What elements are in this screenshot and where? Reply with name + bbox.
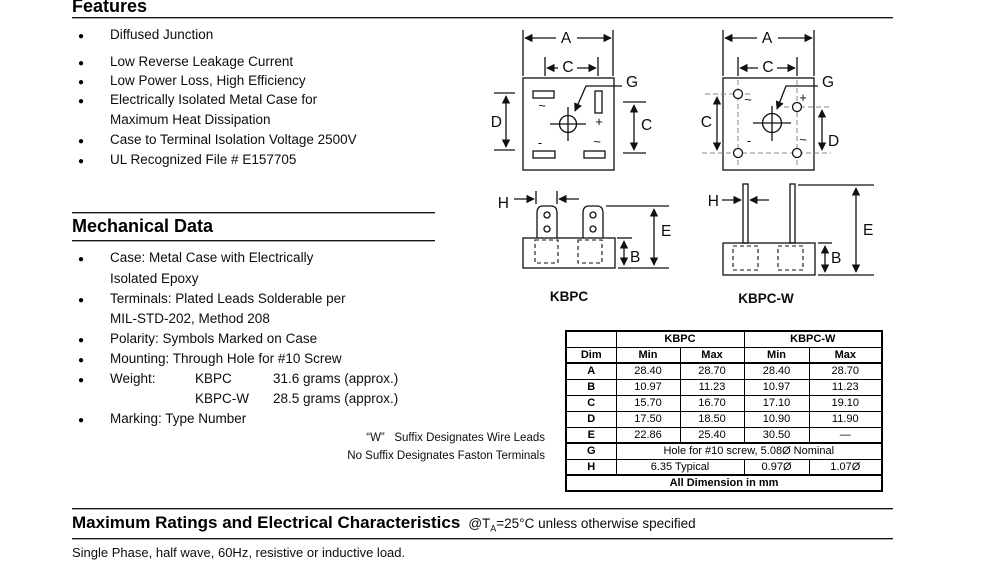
- dim-label-c: C: [562, 59, 574, 76]
- table-row-h: H 6.35 Typical 0.97Ø 1.07Ø: [566, 459, 882, 475]
- table-column-header-row: [566, 347, 882, 363]
- kbpcw-top-view: [702, 30, 831, 170]
- ratings-rule-bottom: [72, 538, 893, 540]
- feature-item: ● Electrically Isolated Metal Case for: [72, 92, 542, 108]
- table-row: A 28.40 28.70 28.40 28.70: [566, 363, 882, 379]
- dim-label-c: C: [762, 59, 774, 76]
- mechanical-rule-bottom: [72, 240, 435, 242]
- suffix-notes: [295, 430, 545, 465]
- bullet-icon: ●: [78, 355, 85, 366]
- mechanical-heading: Mechanical Data: [72, 216, 214, 236]
- table-footer-row: [566, 475, 882, 491]
- dim-label-g: G: [821, 74, 835, 91]
- kbpc-caption: KBPC: [549, 289, 589, 304]
- feature-item: ● Low Power Loss, High Efficiency: [72, 73, 542, 89]
- weight-variant: KBPC-W: [195, 391, 249, 406]
- bullet-icon: ●: [78, 136, 85, 147]
- plus-symbol: +: [799, 90, 807, 105]
- bullet-icon: ●: [78, 96, 85, 107]
- mechanical-item: ● Marking: Type Number: [72, 411, 542, 427]
- bullet-icon: ●: [78, 31, 85, 42]
- bullet-icon: ●: [78, 77, 85, 88]
- kbpc-top-view: [494, 30, 646, 170]
- weight-label: Weight:: [110, 371, 156, 386]
- ratings-subtitle: Single Phase, half wave, 60Hz, resistive or inductive load.: [72, 545, 406, 560]
- col-header-max: Max: [680, 347, 744, 363]
- col-header-min: Min: [616, 347, 680, 363]
- minus-symbol: -: [746, 133, 752, 148]
- dim-label-d: D: [828, 133, 840, 150]
- dim-label-d: D: [490, 114, 502, 131]
- table-footer: All Dimension in mm: [566, 475, 882, 491]
- weight-value: 31.6 grams (approx.): [273, 371, 399, 386]
- mechanical-item-continuation: Isolated Epoxy: [110, 271, 199, 286]
- feature-item: ● Diffused Junction: [72, 27, 542, 43]
- package-drawings: [470, 20, 900, 310]
- mechanical-item: ● Mounting: Through Hole for #10 Screw: [72, 351, 542, 367]
- ratings-condition: $@T_A=25^\circ C$ unless otherwise specified: [468, 516, 696, 534]
- dim-label-a: A: [560, 30, 572, 47]
- minus-symbol: -: [537, 135, 543, 150]
- kbpcw-side-view: [722, 184, 874, 275]
- dimension-table: [565, 330, 883, 492]
- dim-label-g: G: [625, 74, 639, 91]
- mechanical-item: ● Case: Metal Case with Electrically: [72, 250, 542, 266]
- mechanical-item: ● Terminals: Plated Leads Solderable per: [72, 291, 542, 307]
- feature-item-continuation: Maximum Heat Dissipation: [110, 112, 271, 127]
- mechanical-item-continuation: MIL-STD-202, Method 208: [110, 311, 270, 326]
- ratings-heading-line: [72, 513, 696, 534]
- bullet-icon: ●: [78, 335, 85, 346]
- table-row: B 10.97 11.23 10.97 11.23: [566, 379, 882, 395]
- features-rule: [72, 17, 893, 19]
- kbpc-side-view: [514, 191, 672, 268]
- features-heading: Features: [72, 0, 148, 16]
- suffix-note-faston: No Suffix Designates Faston Terminals: [347, 449, 545, 462]
- ratings-heading: Maximum Ratings and Electrical Characteristics: [72, 513, 461, 532]
- ac-symbol: ~: [744, 92, 752, 107]
- suffix-note-wire: “W” Suffix Designates Wire Leads: [366, 432, 545, 444]
- dim-label-e: E: [661, 223, 672, 240]
- mechanical-rule-top: [72, 212, 435, 214]
- kbpcw-group-header: KBPC-W: [744, 331, 882, 347]
- table-row-g: G Hole for #10 screw, 5.08Ø Nominal: [566, 443, 882, 459]
- feature-item: ● Case to Terminal Isolation Voltage 2500V: [72, 132, 542, 148]
- feature-item: ● Low Reverse Leakage Current: [72, 54, 542, 70]
- feature-item: ● UL Recognized File # E157705: [72, 152, 542, 168]
- dim-label-h: H: [497, 195, 509, 212]
- plus-symbol: +: [595, 114, 603, 129]
- col-header-min: Min: [744, 347, 809, 363]
- dim-label-c: C: [700, 114, 712, 131]
- ac-symbol: ~: [799, 132, 807, 147]
- table-row: E 22.86 25.40 30.50 —: [566, 427, 882, 443]
- dim-label-e: E: [863, 222, 874, 239]
- dim-label-h: H: [707, 193, 719, 210]
- ac-symbol: ~: [538, 98, 546, 113]
- bullet-icon: ●: [78, 415, 85, 426]
- ratings-rule-top: [72, 508, 893, 510]
- bullet-icon: ●: [78, 156, 85, 167]
- kbpcw-caption: KBPC-W: [738, 291, 794, 306]
- bullet-icon: ●: [78, 375, 85, 386]
- table-row: D 17.50 18.50 10.90 11.90: [566, 411, 882, 427]
- bullet-icon: ●: [78, 295, 85, 306]
- dim-label-c: C: [641, 117, 653, 134]
- dim-label-b: B: [831, 250, 842, 267]
- bullet-icon: ●: [78, 254, 85, 265]
- mechanical-item: ● Polarity: Symbols Marked on Case: [72, 331, 542, 347]
- kbpc-group-header: KBPC: [616, 331, 744, 347]
- mechanical-item-weight: [72, 371, 542, 387]
- table-group-header-row: [566, 331, 882, 347]
- dim-label-b: B: [630, 249, 641, 266]
- weight-variant: KBPC: [195, 371, 232, 386]
- col-header-dim: Dim: [566, 347, 616, 363]
- weight-value: 28.5 grams (approx.): [273, 391, 399, 406]
- table-row: C 15.70 16.70 17.10 19.10: [566, 395, 882, 411]
- col-header-max: Max: [809, 347, 882, 363]
- ac-symbol: ~: [593, 134, 601, 149]
- bullet-icon: ●: [78, 58, 85, 69]
- dim-label-a: A: [761, 30, 773, 47]
